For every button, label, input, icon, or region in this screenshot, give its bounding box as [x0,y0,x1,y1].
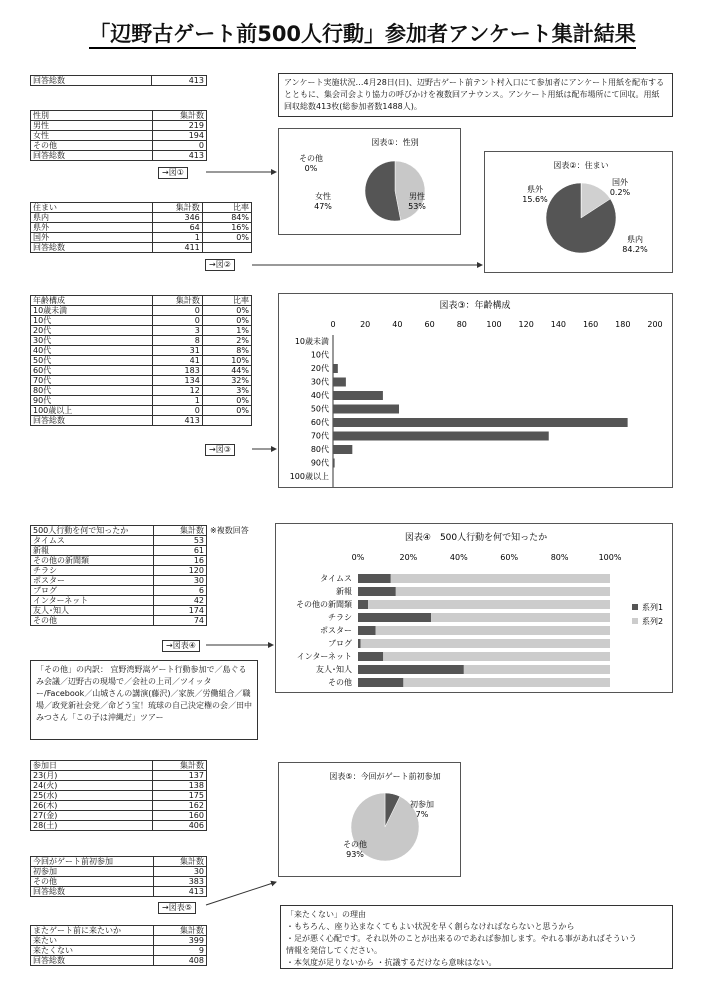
table-cell-label: 今回がゲート前初参加 [31,857,154,867]
legend-label: 系列2 [642,617,664,626]
axis-tick-label: 0% [351,553,365,562]
table-cell-value: 0% [202,396,251,406]
bar-series-1 [358,678,403,687]
bar-series-2 [391,574,610,583]
bar-series-2 [383,652,610,661]
table-cell-value: 集計数 [153,857,206,867]
table-cell-value: 175 [152,791,206,801]
table-cell-label: 10歳未満 [31,306,153,316]
table-cell-value: 10% [202,356,251,366]
table-cell-value: 174 [154,606,207,616]
table-cell-value: 0% [202,233,251,243]
table-cell-label: 回答総数 [31,887,154,897]
table-cell-label: その他 [31,141,153,151]
reasons-title: 「来たくない」の理由 [286,910,366,919]
axis-tick-label: 40% [449,553,468,562]
bar-series-2 [431,613,610,622]
table-cell-label: 回答総数 [31,956,154,966]
bar-series-1 [358,639,361,648]
table-cell-value: 74 [154,616,207,626]
table-cell-value: 53 [154,536,207,546]
table-cell-label: 国外 [31,233,153,243]
table-cell-value: 0 [153,406,202,416]
pie-value-label: 7% [415,810,429,819]
table-cell-label: 回答総数 [31,416,153,426]
bar-series-2 [464,665,610,674]
total-value: 413 [152,76,207,86]
axis-category-label: 100歳以上 [289,472,329,481]
page-title: 「辺野古ゲート前500人行動」参加者アンケート集計結果 [0,18,725,48]
chart-4-frame [275,523,673,693]
bar-series-2 [361,639,610,648]
table-cell-value: 30 [154,576,207,586]
bar-series-2 [376,626,610,635]
table-cell-label: ポスター [31,576,154,586]
axis-category-label: 60代 [310,418,329,427]
bar [333,432,549,441]
table-cell-value: 406 [152,821,206,831]
table-cell-value: 162 [152,801,206,811]
other-breakdown: 「その他」の内訳： 宜野湾野嵩ゲート行動参加で／島ぐるみ会議／辺野古の現場で／会社の上司／ツイッター/Facebook／山城さんの講演(藤沢)／家族／労働組合／職場／政党新社会党／命どう宝！琉球の自己決定権の会／田中みつさん「この子は沖縄だ」ツアー [30,660,258,740]
table-cell-label: 年齢構成 [31,296,153,306]
table-cell-value: 3% [202,386,251,396]
axis-tick-label: 180 [615,320,631,329]
axis-category-label: 新報 [336,587,352,596]
table-cell-label: 26(木) [31,801,153,811]
table-cell-label: 県外 [31,223,153,233]
table-cell-value: 3 [153,326,202,336]
table-cell-value: 6 [154,586,207,596]
pie-category-label: 県外 [527,185,543,194]
table-cell-value: 31 [153,346,202,356]
table-cell-value: 9 [153,946,206,956]
table-cell-label: 来たくない [31,946,154,956]
table-cell-value: 集計数 [153,926,206,936]
table-cell-value: 2% [202,336,251,346]
pie-value-label: 84.2% [622,245,648,254]
table-cell-value: 194 [152,131,206,141]
table-cell-value: 137 [152,771,206,781]
pie-category-label: その他 [343,840,367,849]
legend-label: 系列1 [642,603,664,612]
bar [333,391,383,400]
table-cell-value: 集計数 [153,296,202,306]
axis-category-label: 50代 [310,404,329,414]
table-cell-label: 住まい [31,203,153,213]
axis-tick-label: 20 [360,320,371,329]
axis-tick-label: 100 [486,320,502,329]
chart-title: 図表⑤：今回がゲート前初参加 [329,772,441,781]
link-chart-4: →図表④ [162,640,200,652]
chart-title: 図表①：性別 [371,138,419,147]
table-cell-value: 32% [202,376,251,386]
table-cell-value: 12 [153,386,202,396]
bar [333,378,346,387]
table-cell-label: 24(火) [31,781,153,791]
table-cell-value: 134 [153,376,202,386]
table-cell-value: 比率 [202,296,251,306]
table-cell-value: 0 [152,141,206,151]
table-cell-label: 新報 [31,546,154,556]
chart-title: 図表④ 500人行動を何で知ったか [404,533,548,543]
table-cell-label: 県内 [31,213,153,223]
bar-series-1 [358,600,368,609]
link-chart-5: →図表⑤ [158,902,196,914]
table-cell-label: 10代 [31,316,153,326]
table-cell-label: 性別 [31,111,153,121]
axis-category-label: 友人･知人 [316,665,352,674]
table-cell-value: 408 [153,956,206,966]
table-cell-label: 70代 [31,376,153,386]
axis-tick-label: 100% [598,553,622,562]
bar [333,364,338,373]
table-cell-label: 回答総数 [31,243,153,253]
table-cell-label: タイムス [31,536,154,546]
chart-3-frame [278,293,673,488]
pie-category-label: 県内 [627,235,643,244]
axis-category-label: インターネット [296,652,352,661]
bar-series-1 [358,626,376,635]
bar-series-2 [403,678,610,687]
bar [333,459,335,468]
table-cell-label: 初参加 [31,867,154,877]
axis-tick-label: 60 [424,320,435,329]
link-chart-3: →図③ [205,444,235,456]
pie-slice [395,161,425,220]
table-cell-value: 8% [202,346,251,356]
table-cell-label: 23(月) [31,771,153,781]
reason-line: ・足が悪く心配です。それ以外のことが出来るのであれば参加します。やれる事があればそういう [286,934,637,943]
legend-swatch [632,604,638,610]
bar-series-1 [358,665,464,674]
table-cell-value: 42 [154,596,207,606]
table-cell-label: またゲート前に来たいか [31,926,154,936]
axis-category-label: その他の新聞類 [296,600,352,609]
table-cell-value: 44% [202,366,251,376]
table-cell-value: 1 [153,396,202,406]
axis-category-label: 20代 [310,364,329,373]
table-cell-value: 219 [152,121,206,131]
axis-category-label: 40代 [310,391,329,400]
bar [333,445,352,454]
table-cell-label: 回答総数 [31,151,153,161]
table-cell-label: 来たい [31,936,154,946]
table-cell-value: 383 [153,877,206,887]
table-cell-label: 男性 [31,121,153,131]
pie-value-label: 93% [346,850,364,859]
table-cell-value: 16% [202,223,251,233]
table-cell-label: 女性 [31,131,153,141]
table-cell-label: 友人･知人 [31,606,154,616]
table-cell-label: 30代 [31,336,153,346]
table-cell-value: 61 [154,546,207,556]
pie-category-label: 国外 [612,178,628,187]
bar-series-1 [358,587,396,596]
table-cell-label: チラシ [31,566,154,576]
table-cell-value: 集計数 [152,761,206,771]
table-cell-value: 120 [154,566,207,576]
bar [333,405,399,414]
table-cell-value: 84% [202,213,251,223]
axis-category-label: チラシ [328,613,352,622]
table-cell-value: 413 [153,887,206,897]
table-cell-label: 80代 [31,386,153,396]
table-cell-value: 1% [202,326,251,336]
bar-series-1 [358,613,431,622]
chart-title: 図表③：年齢構成 [439,301,511,311]
pie-value-label: 0.2% [609,188,631,197]
multi-answer-note: ※複数回答 [210,526,249,535]
table-cell-value: 30 [153,867,206,877]
total-label: 回答総数 [31,76,152,86]
legend-swatch [632,618,638,624]
bar-series-2 [396,587,610,596]
table-cell-value: 16 [154,556,207,566]
axis-category-label: 30代 [310,377,329,387]
pie-value-label: 53% [408,202,426,211]
table-cell-label: 40代 [31,346,153,356]
table-cell-value: 比率 [202,203,251,213]
table-cell-value: 413 [152,151,206,161]
table-cell-label: 50代 [31,356,153,366]
reason-line: ・本気度が足りないから ・抗議するだけなら意味はない。 [286,958,497,967]
axis-tick-label: 60% [500,553,519,562]
survey-intro: アンケート実施状況…4月28日(日)、辺野古ゲート前テント村入口にて参加者にアンケート用紙を配布するとともに、集会司会より協力の呼びかけを複数回アナウンス。アンケート用紙は配布場所にて回収。用紙回収総数413枚(総参加者数1488人)。 [278,73,673,117]
table-cell-label: 25(水) [31,791,153,801]
reason-line: 情報を発信してください。 [286,946,382,955]
chart-1-frame [278,128,461,235]
axis-tick-label: 0 [330,320,336,329]
pie-category-label: 男性 [409,192,425,201]
link-chart-2: →図② [205,259,235,271]
table-cell-value: 0% [202,406,251,416]
bar [333,418,628,427]
pie-value-label: 47% [314,202,332,211]
table-cell-label: その他 [31,877,154,887]
axis-tick-label: 80 [456,320,467,329]
table-cell-value: 138 [152,781,206,791]
axis-tick-label: 140 [550,320,567,329]
table-cell-label: その他の新聞類 [31,556,154,566]
axis-category-label: タイムス [320,574,352,583]
table-cell-value: 集計数 [152,111,206,121]
table-cell-value: 64 [153,223,202,233]
table-cell-label: 参加日 [31,761,153,771]
bar-series-2 [368,600,610,609]
table-cell-value: 399 [153,936,206,946]
table-cell-value: 集計数 [154,526,207,536]
table-cell-value: 1 [153,233,202,243]
axis-category-label: ポスター [320,626,352,635]
link-chart-1: →図① [158,167,188,179]
bar-series-1 [358,574,391,583]
table-cell-value: 183 [153,366,202,376]
table-cell-value: 0 [153,316,202,326]
chart-title: 図表②：住まい [553,161,609,170]
table-cell-value: 8 [153,336,202,346]
table-cell-value: 0% [202,306,251,316]
table-cell-label: ブログ [31,586,154,596]
reason-line: ・もちろん、座り込まなくてもよい状況を早く創らなければならないと思うから [286,922,575,931]
bar-series-1 [358,652,383,661]
table-cell-label: 90代 [31,396,153,406]
table-cell-label: インターネット [31,596,154,606]
chart-5-frame [278,762,461,877]
table-cell-label: 100歳以上 [31,406,153,416]
pie-category-label: その他 [299,154,323,163]
table-cell-value: 0% [202,316,251,326]
axis-category-label: 90代 [310,458,329,468]
table-cell-label: 27(金) [31,811,153,821]
table-cell-value: 160 [152,811,206,821]
axis-category-label: 10代 [310,350,329,360]
chart-2-frame [484,151,673,273]
table-cell-value: 集計数 [153,203,202,213]
table-cell-value: 0 [153,306,202,316]
table-cell-value: 413 [153,416,202,426]
axis-category-label: ブログ [328,639,352,648]
axis-tick-label: 40 [392,320,403,329]
pie-category-label: 初参加 [410,800,434,809]
axis-tick-label: 80% [550,553,569,562]
axis-category-label: 80代 [310,445,329,454]
axis-tick-label: 20% [399,553,418,562]
axis-category-label: 70代 [310,431,329,441]
pie-category-label: 女性 [315,192,331,201]
table-cell-label: 60代 [31,366,153,376]
table-cell-label: その他 [31,616,154,626]
pie-value-label: 15.6% [522,195,548,204]
pie-value-label: 0% [304,164,318,173]
axis-category-label: その他 [328,678,352,687]
arrow-line [206,882,276,905]
axis-tick-label: 200 [647,320,663,329]
table-cell-value: 411 [153,243,202,253]
table-cell-label: 20代 [31,326,153,336]
axis-tick-label: 160 [582,320,599,329]
axis-tick-label: 120 [518,320,534,329]
axis-category-label: 10歳未満 [294,337,329,346]
table-cell-value: 41 [153,356,202,366]
table-cell-value: 346 [153,213,202,223]
table-cell-label: 28(土) [31,821,153,831]
table-cell-label: 500人行動を何で知ったか [31,526,154,536]
